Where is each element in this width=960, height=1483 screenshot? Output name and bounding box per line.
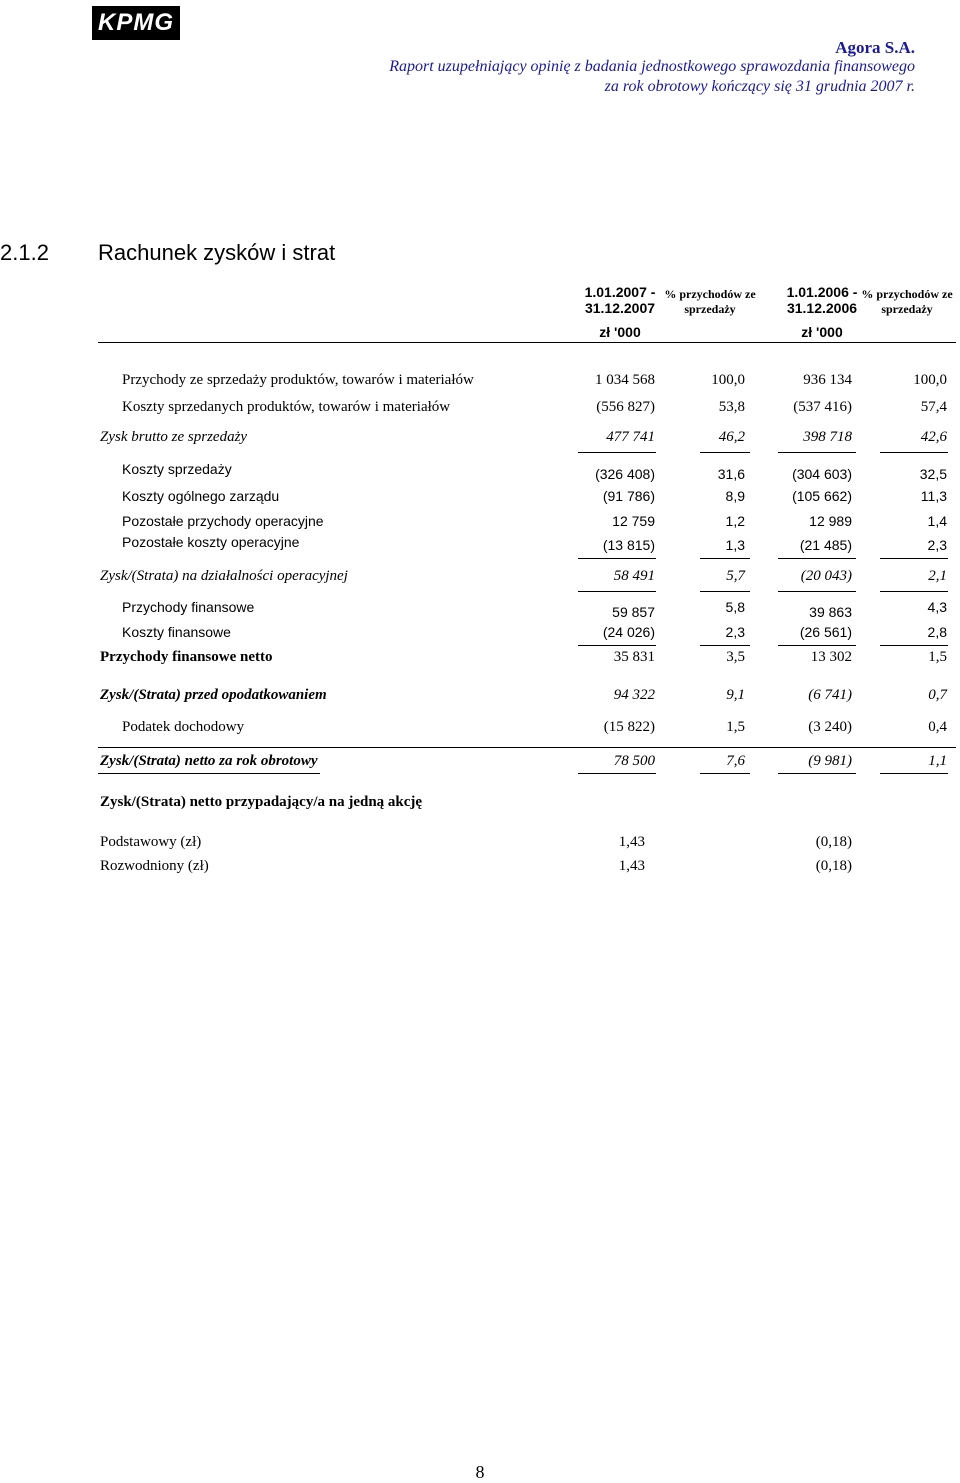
row-value-2006: (9 981) (808, 753, 852, 769)
row-label: Przychody ze sprzedaży produktów, towarów i materiałów (122, 372, 474, 388)
period1-unit: zł '000 (599, 324, 641, 340)
kpmg-logo: KPMG (92, 6, 180, 40)
row-pct-2007: 53,8 (718, 399, 745, 415)
row-value-2006: 398 718 (803, 429, 852, 445)
table-row-values (0, 604, 960, 624)
row-label: Koszty finansowe (122, 624, 231, 640)
table-row (0, 624, 960, 644)
row-pct-2006: 42,6 (920, 429, 947, 445)
row-label: Przychody finansowe (122, 599, 255, 615)
row-value-2006: (6 741) (808, 687, 852, 703)
underline-v1 (578, 452, 656, 453)
row-value-2007: (13 815) (602, 537, 655, 553)
total-underline-v2 (778, 773, 856, 774)
row-value-2007: 58 491 (613, 568, 655, 584)
section-number: 2.1.2 (0, 240, 49, 265)
row-value-2006: (304 603) (792, 466, 852, 482)
row-label: Przychody finansowe netto (100, 649, 273, 665)
header-rule (98, 342, 956, 343)
row-value-2006: (20 043) (800, 568, 852, 584)
table-row (0, 719, 960, 739)
period2-line2: 31.12.2006 (786, 300, 858, 316)
row-pct-2007: 2,3 (725, 624, 745, 640)
total-underline-p1 (700, 773, 750, 774)
eps-diluted-label: Rozwodniony (zł) (100, 858, 209, 874)
underline-p1 (700, 452, 750, 453)
total-underline-p2 (880, 773, 948, 774)
row-value-2006: (3 240) (808, 719, 852, 735)
row-label: Pozostałe koszty operacyjne (122, 534, 300, 550)
table-row-total (0, 753, 960, 773)
row-value-2006: (537 416) (793, 399, 852, 415)
row-value-2006: 39 863 (809, 604, 852, 620)
row-label: Podatek dochodowy (122, 719, 245, 735)
row-pct-2006: 100,0 (913, 372, 947, 388)
underline-p1 (700, 558, 750, 559)
eps-basic-2007: 1,43 (618, 834, 645, 850)
underline-p2 (880, 591, 948, 592)
row-label: Koszty ogólnego zarządu (122, 488, 280, 504)
row-label: Zysk/(Strata) netto za rok obrotowy (100, 753, 318, 769)
eps-basic-label: Podstawowy (zł) (100, 834, 202, 850)
row-value-2006: 13 302 (810, 649, 852, 665)
underline-v1 (578, 591, 656, 592)
eps-basic-2006: (0,18) (815, 834, 852, 850)
total-underline-label (98, 773, 320, 774)
pct2-line2: sprzedaży (881, 302, 933, 316)
row-value-2006: (21 485) (799, 537, 852, 553)
row-value-2007: 78 500 (613, 753, 655, 769)
table-row (0, 488, 960, 508)
underline-v1 (578, 645, 656, 646)
pct1-header (655, 287, 765, 317)
period1-header (575, 284, 665, 316)
underline-p1 (700, 591, 750, 592)
row-pct-2007: 1,2 (725, 513, 745, 529)
eps-diluted-2006: (0,18) (815, 858, 852, 874)
report-title-line1: Raport uzupełniający opinię z badania jednostkowego sprawozdania finansowego (389, 58, 915, 75)
row-pct-2007: 31,6 (717, 466, 745, 482)
row-pct-2006: 1,1 (928, 753, 947, 769)
row-pct-2007: 7,6 (726, 753, 745, 769)
underline-v2 (778, 645, 856, 646)
row-pct-2006: 2,8 (927, 624, 947, 640)
pct2-header (852, 287, 960, 317)
row-pct-2006: 2,1 (928, 568, 947, 584)
row-pct-2007: 9,1 (726, 687, 745, 703)
eps-title: Zysk/(Strata) netto przypadający/a na jedną akcję (100, 794, 423, 810)
pct1-line1: % przychodów ze (664, 287, 756, 301)
table-row-subtotal (0, 568, 960, 588)
row-pct-2006: 11,3 (920, 488, 947, 504)
row-value-2006: (105 662) (792, 488, 852, 504)
row-value-2007: 1 034 568 (595, 372, 655, 388)
row-value-2007: 94 322 (613, 687, 655, 703)
row-value-2007: 477 741 (606, 429, 655, 445)
pct2-line1: % przychodów ze (861, 287, 953, 301)
row-value-2007: 59 857 (612, 604, 655, 620)
section-heading (0, 240, 335, 266)
row-value-2006: 936 134 (803, 372, 852, 388)
underline-v2 (778, 591, 856, 592)
row-label: Koszty sprzedaży (122, 461, 232, 477)
row-pct-2006: 4,3 (927, 599, 947, 615)
row-pct-2006: 1,4 (927, 513, 947, 529)
row-label: Pozostałe przychody operacyjne (122, 513, 324, 529)
row-pct-2007: 100,0 (711, 372, 745, 388)
row-pct-2006: 0,4 (928, 719, 947, 735)
page-number: 8 (475, 1462, 485, 1482)
company-name: Agora S.A. (835, 38, 915, 57)
underline-p2 (880, 558, 948, 559)
row-pct-2007: 1,3 (725, 537, 745, 553)
row-pct-2007: 5,7 (726, 568, 745, 584)
row-value-2006: (26 561) (799, 624, 852, 640)
row-value-2007: (91 786) (602, 488, 655, 504)
period1-line2: 31.12.2007 (584, 300, 656, 316)
table-row-values (0, 537, 960, 557)
row-value-2007: (326 408) (595, 466, 655, 482)
row-pct-2006: 57,4 (920, 399, 947, 415)
row-value-2007: (556 827) (596, 399, 655, 415)
period2-line1: 1.01.2006 - (786, 284, 858, 300)
row-label: Zysk brutto ze sprzedaży (100, 429, 248, 445)
pct1-line2: sprzedaży (684, 302, 736, 316)
row-pct-2007: 3,5 (726, 649, 745, 665)
row-value-2007: 12 759 (612, 513, 655, 529)
table-row (0, 372, 960, 392)
underline-v2 (778, 558, 856, 559)
table-row (0, 399, 960, 419)
row-label: Zysk/(Strata) na działalności operacyjnej (100, 568, 348, 584)
table-row-subtotal (0, 649, 960, 669)
row-label: Zysk/(Strata) przed opodatkowaniem (100, 687, 327, 703)
row-pct-2006: 2,3 (927, 537, 947, 553)
row-pct-2007: 8,9 (725, 488, 745, 504)
report-title-line2: za rok obrotowy kończący się 31 grudnia 2007 r. (604, 78, 915, 95)
row-value-2006: 12 989 (809, 513, 852, 529)
row-pct-2006: 0,7 (928, 687, 947, 703)
row-pct-2006: 1,5 (928, 649, 947, 665)
row-pct-2007: 46,2 (718, 429, 745, 445)
table-row-subtotal (0, 429, 960, 449)
section-title: Rachunek zysków i strat (98, 240, 336, 265)
total-underline-v1 (578, 773, 656, 774)
underline-v1 (578, 558, 656, 559)
total-top-rule (98, 747, 956, 748)
table-row-values (0, 466, 960, 486)
underline-p2 (880, 452, 948, 453)
row-label: Koszty sprzedanych produktów, towarów i materiałów (122, 399, 451, 415)
row-pct-2006: 32,5 (919, 466, 947, 482)
table-row-subtotal (0, 687, 960, 707)
row-pct-2007: 5,8 (725, 599, 745, 615)
row-pct-2007: 1,5 (726, 719, 745, 735)
underline-p1 (700, 645, 750, 646)
eps-diluted-2007: 1,43 (618, 858, 645, 874)
row-value-2007: 35 831 (613, 649, 655, 665)
underline-p2 (880, 645, 948, 646)
period1-line1: 1.01.2007 - (584, 284, 656, 300)
period2-unit: zł '000 (801, 324, 843, 340)
row-value-2007: (15 822) (603, 719, 655, 735)
underline-v2 (778, 452, 856, 453)
table-row (0, 513, 960, 533)
row-value-2007: (24 026) (602, 624, 655, 640)
